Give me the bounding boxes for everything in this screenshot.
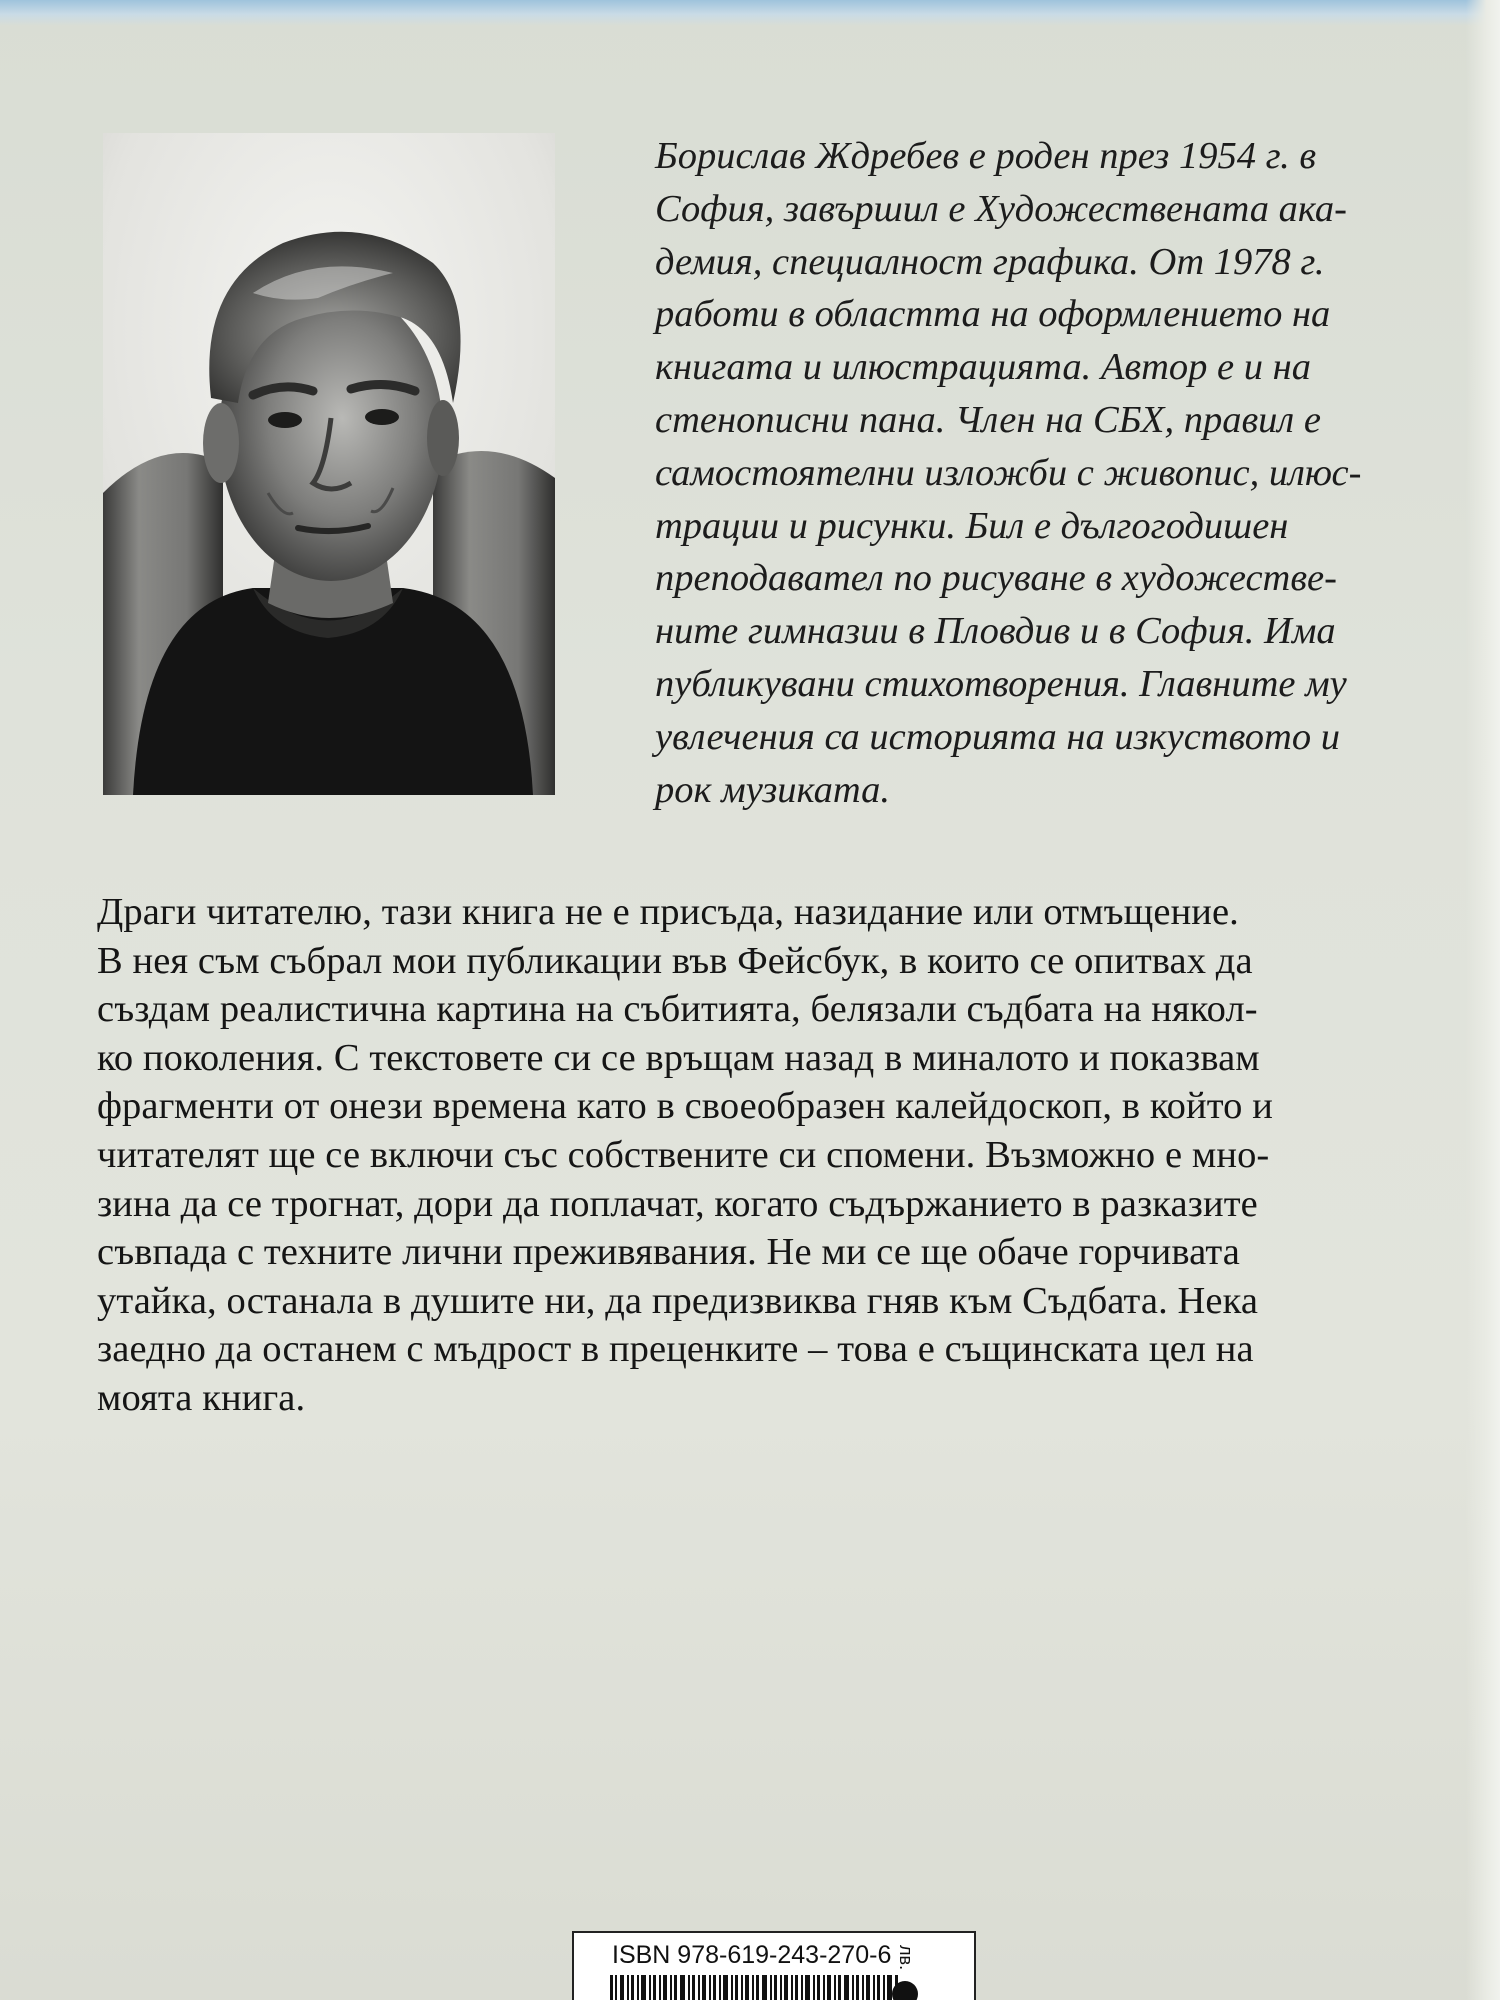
- bio-line: трации и рисунки. Бил е дългогодишен: [655, 504, 1289, 547]
- top-edge-strip: [0, 0, 1500, 26]
- foreword-line: създам реалистична картина на събитията, белязали съдбата на някол-: [97, 988, 1258, 1031]
- bio-line: работи в областта на оформлението на: [655, 293, 1331, 336]
- foreword-line: моята книга.: [97, 1376, 306, 1419]
- foreword-line: утайка, останала в душите ни, да предизвиква гняв към Съдбата. Нека: [97, 1279, 1259, 1322]
- foreword-text: [97, 888, 1423, 1423]
- bio-line: публикувани стихотворения. Главните му: [655, 662, 1347, 705]
- author-bio: [655, 130, 1423, 816]
- bio-line: преподавател по рисуване в художестве-: [655, 557, 1337, 600]
- author-photo: [103, 133, 555, 795]
- foreword-line: В нея съм събрал мои публикации във Фейсбук, в които се опитвах да: [97, 939, 1253, 982]
- bio-line: демия, специалност графика. От 1978 г.: [655, 240, 1325, 283]
- bio-line: стенописни пана. Член на СБХ, правил е: [655, 398, 1321, 441]
- isbn-number: ISBN 978-619-243-270-6: [612, 1941, 892, 1969]
- bio-line: рок музиката.: [655, 768, 891, 811]
- bio-line: София, завършил е Художествената ака-: [655, 187, 1348, 230]
- barcode-bars: [610, 1975, 900, 2000]
- price-unit: лв.: [896, 1945, 916, 1971]
- bio-line: книгата и илюстрацията. Автор е и на: [655, 346, 1311, 389]
- foreword-line: съвпада с техните лични преживявания. Не ми се ще обаче горчивата: [97, 1231, 1240, 1274]
- foreword-line: фрагменти от онези времена като в своеобразен калейдоскоп, в който и: [97, 1085, 1273, 1128]
- bio-line: увлечения са историята на изкуството и: [655, 715, 1340, 758]
- bio-line: самостоятелни изложби с живопис, илюс-: [655, 451, 1362, 494]
- bio-line: Борислав Ждребев е роден през 1954 г. в: [655, 135, 1317, 177]
- barcode-label: [572, 1931, 976, 2000]
- price-circle-icon: [892, 1981, 918, 2000]
- foreword-line: читателят ще се включи със собствените си спомени. Възможно е мно-: [97, 1133, 1270, 1176]
- author-portrait-image: [103, 133, 555, 795]
- foreword-line: зина да се трогнат, дори да поплачат, когато съдържанието в разказите: [97, 1182, 1258, 1225]
- foreword-line: Драги читателю, тази книга не е присъда, назидание или отмъщение.: [97, 891, 1239, 933]
- foreword-line: ко поколения. С текстовете си се връщам назад в миналото и показвам: [97, 1036, 1260, 1079]
- bio-line: ните гимназии в Пловдив и в София. Има: [655, 610, 1336, 653]
- page-edge-highlight: [1466, 0, 1500, 2000]
- foreword-line: заедно да останем с мъдрост в преценките – това е същинската цел на: [97, 1328, 1254, 1371]
